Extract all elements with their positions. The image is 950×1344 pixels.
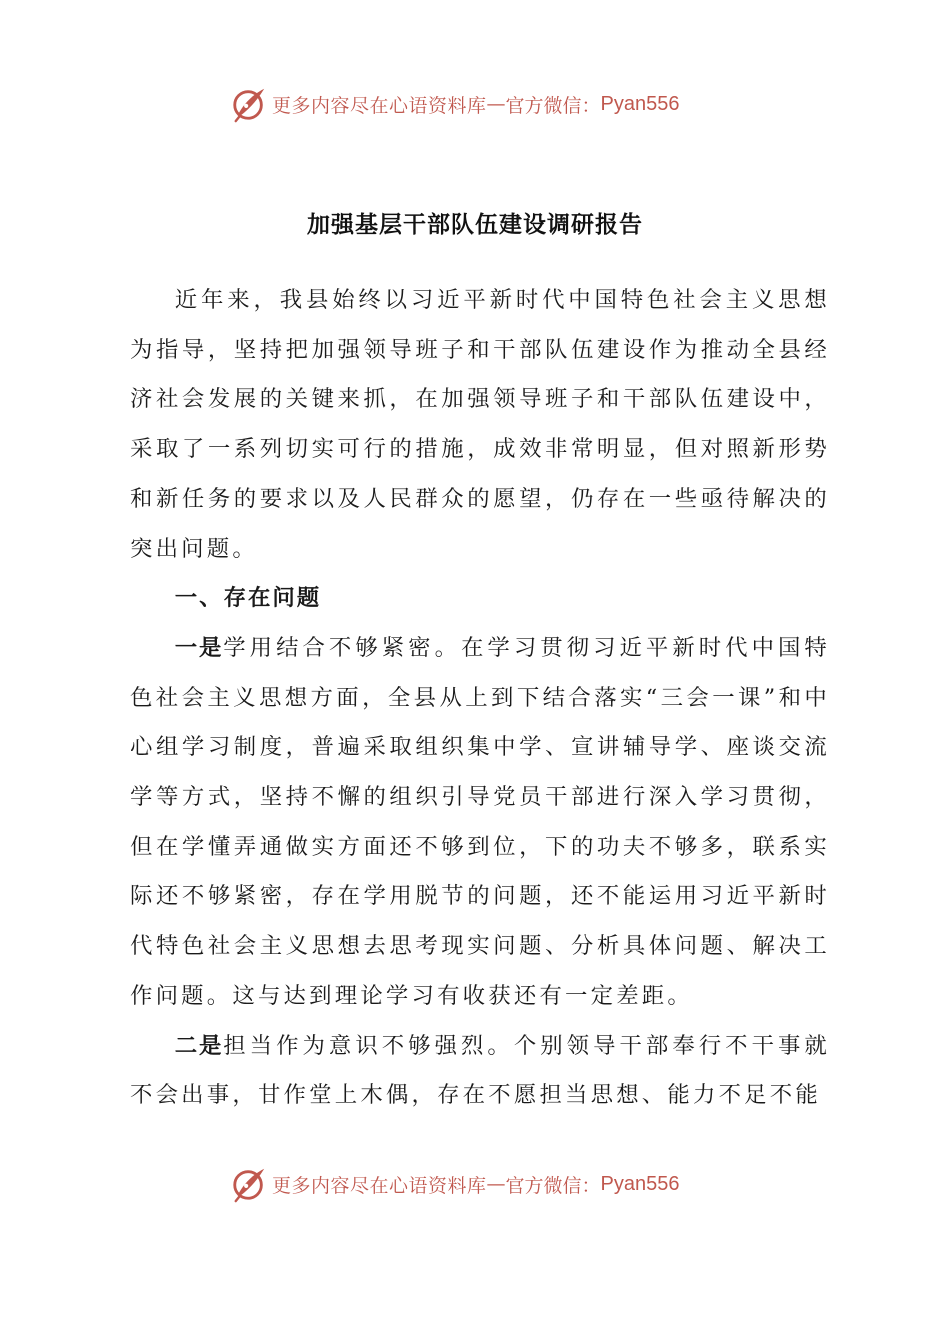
watermark-banner-bottom [230, 1164, 680, 1204]
point-two-lead: 二是 [174, 1032, 224, 1059]
quill-pen-logo-icon [230, 85, 268, 123]
point-two-paragraph [130, 1022, 830, 1121]
watermark-wechat-id: Pyan556 [600, 92, 680, 115]
document-title: 加强基层干部队伍建设调研报告 [307, 212, 643, 238]
watermark-wechat-label: 官方微信： [505, 94, 601, 117]
section-heading-problems: 一、存在问题 [174, 585, 322, 612]
intro-paragraph: 近年来，我县始终以习近平新时代中国特色社会主义思想为指导，坚持把加强领导班子和干部队伍建设作为推动全县经济社会发展的关键来抓，在加强领导班子和干部队伍建设中，采取了一系列切实可行的措施，成效非常明显，但对照新形势和新任务的要求以及人民群众的愿望，仍存在一些亟待解决的突出问题。 [130, 287, 830, 562]
watermark-separator: — [486, 93, 506, 115]
watermark-banner-top [230, 84, 680, 124]
watermark-wechat-id: Pyan556 [600, 1172, 680, 1195]
quill-pen-logo-icon [230, 1165, 268, 1203]
watermark-wechat-label: 官方微信： [505, 1174, 601, 1197]
point-one-text: 学用结合不够紧密。在学习贯彻习近平新时代中国特色社会主义思想方面，全县从上到下结合落实“三会一课”和中心组学习制度，普遍采取组织集中学、宣讲辅导学、座谈交流学等方式，坚持不懈的组织引导党员干部进行深入学习贯彻，但在学懂弄通做实方面还不够到位，下的功夫不够多，联系实际还不够紧密，存在学用脱节的问题，还不能运用习近平新时代特色社会主义思想去思考现实问题、分析具体问题、解决工作问题。这与达到理论学习有收获还有一定差距。 [130, 634, 830, 1009]
watermark-text: 更多内容尽在心语资料库 [272, 94, 487, 117]
document-body [130, 276, 830, 1121]
watermark-separator: — [486, 1173, 506, 1195]
point-one-paragraph [130, 624, 830, 1022]
watermark-text: 更多内容尽在心语资料库 [272, 1174, 487, 1197]
point-two-text: 担当作为意识不够强烈。个别领导干部奉行不干事就不会出事，甘作堂上木偶，存在不愿担当思想、能力不足不能 [130, 1032, 830, 1109]
point-one-lead: 一是 [174, 634, 224, 661]
